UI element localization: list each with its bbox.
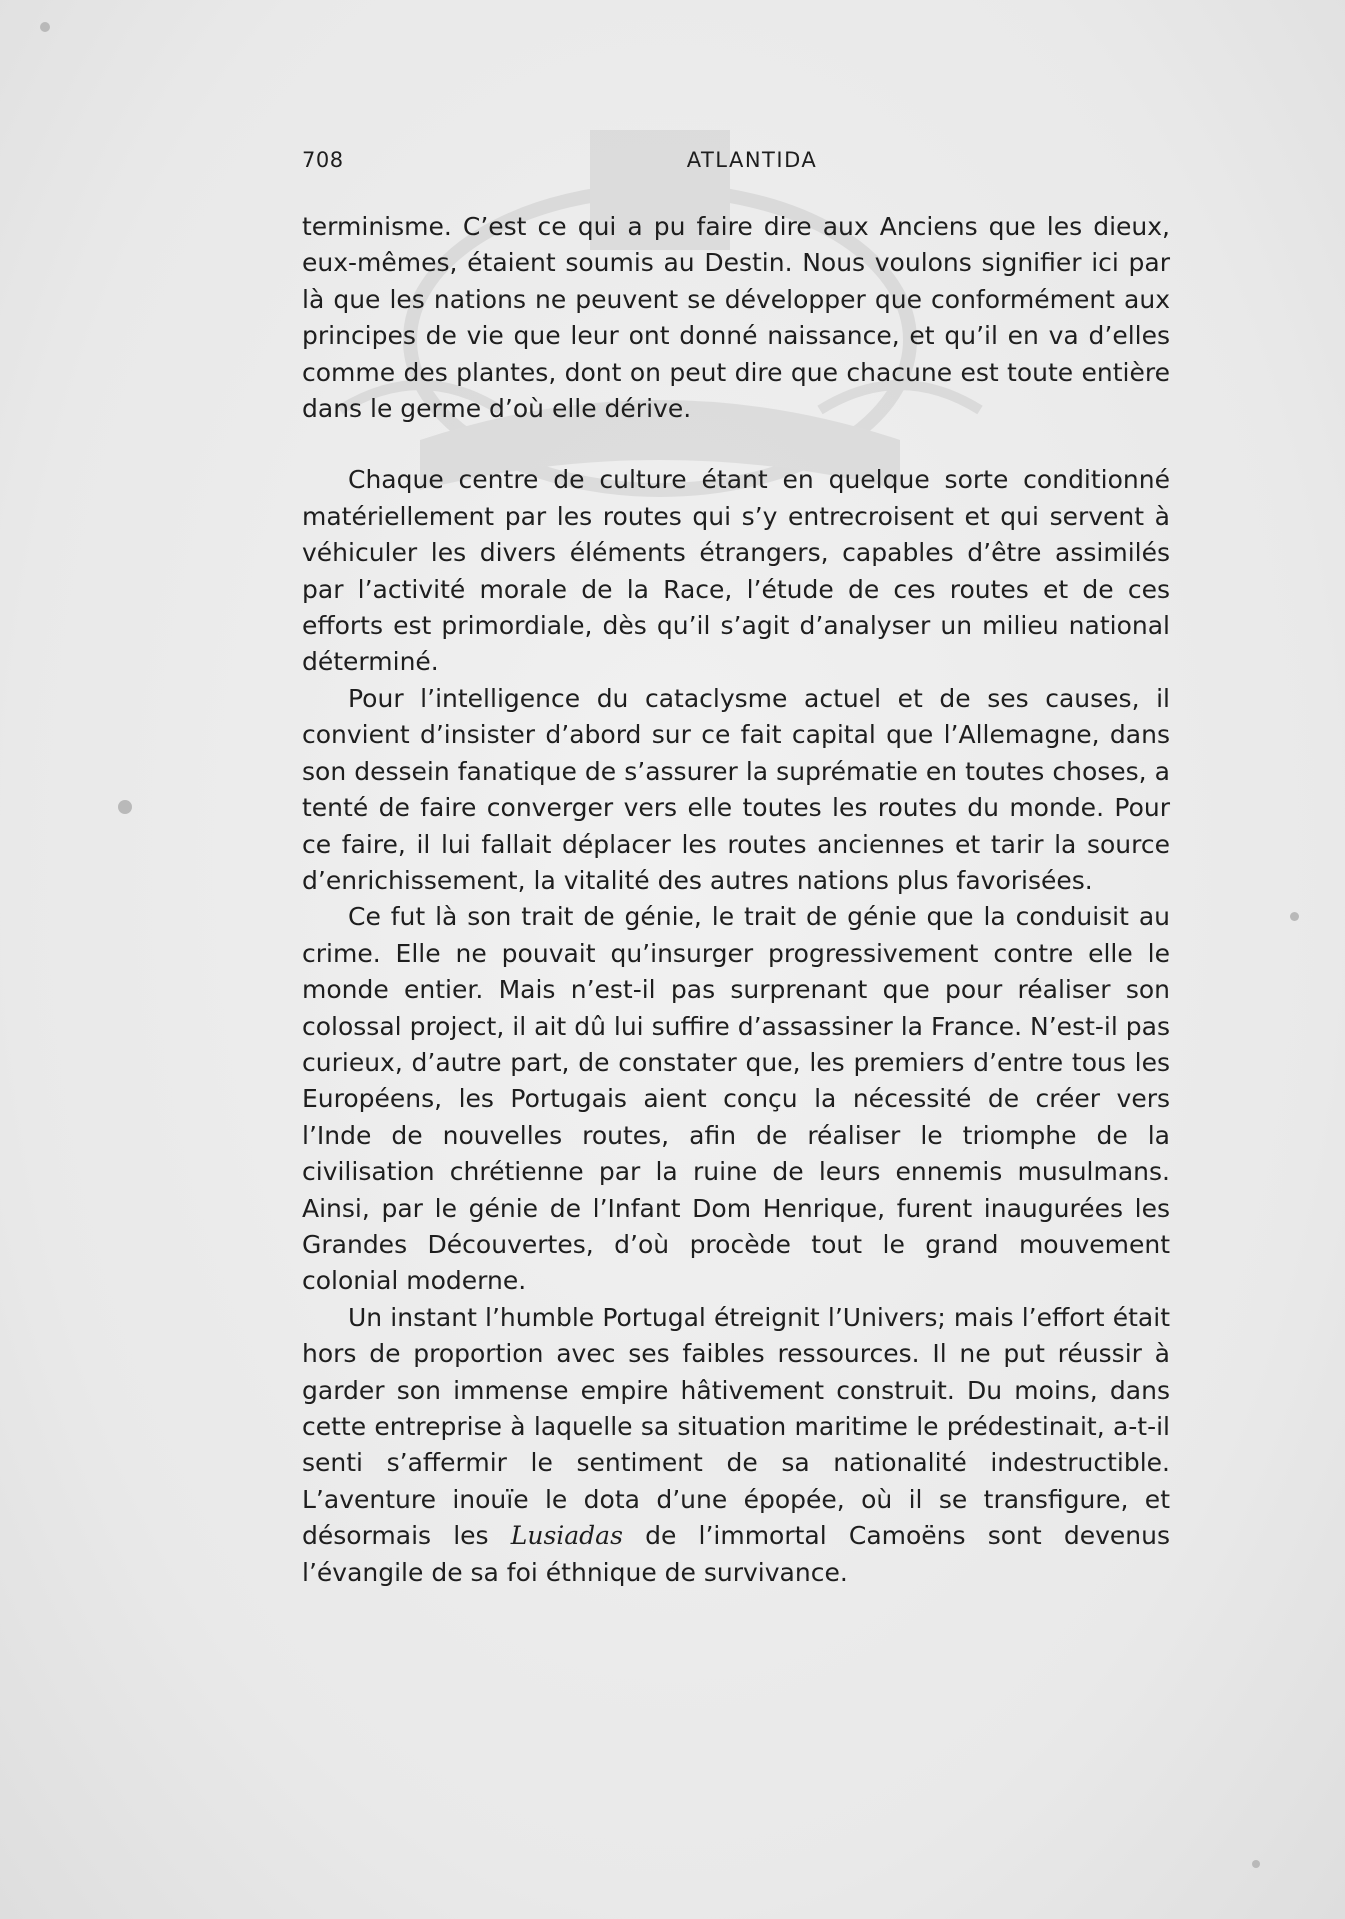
page-number: 708 bbox=[302, 148, 344, 172]
paragraph-2: Chaque centre de culture étant en quelque sorte conditionné matériellement par les routes qui s’y entrecroisent et qui servent à véhiculer les divers éléments étrangers, capables d’être assimilés par l’activité morale de la Race, l’étude de ces routes et de ces efforts est primordiale, dès qu’il s’agit d’analyser un milieu national déterminé. bbox=[302, 465, 1170, 677]
paper-speck bbox=[118, 800, 132, 814]
lusiadas-title: Lusiadas bbox=[510, 1521, 623, 1551]
page-header bbox=[302, 148, 1172, 178]
paragraph-5-text-after: de l’immortal Camoëns sont devenus l’évangile de sa foi éthnique de survivance. bbox=[302, 1521, 1170, 1587]
paper-speck bbox=[1290, 912, 1299, 921]
paragraph-3: Pour l’intelligence du cataclysme actuel et de ses causes, il convient d’insister d’abord sur ce fait capital que l’Allemagne, dans son dessein fanatique de s’assurer la suprématie en toutes choses, a tenté de faire converger vers elle toutes les routes du monde. Pour ce faire, il lui fallait déplacer les routes anciennes et tarir la source d’enrichissement, la vitalité des autres nations plus favorisées. bbox=[302, 683, 1170, 895]
paragraph-1: terminisme. C’est ce qui a pu faire dire aux Anciens que les dieux, eux-mêmes, étaient soumis au Destin. Nous voulons signifier ici par là que les nations ne peuvent se développer que conformément aux principes de vie que leur ont donné naissance, et qu’il en va d’elles comme des plantes, dont on peut dire que chacune est toute entière dans le germe d’où elle dérive. bbox=[302, 212, 1170, 424]
body-text bbox=[302, 209, 1170, 1591]
paper-speck bbox=[40, 22, 50, 32]
paragraph-5 bbox=[302, 1300, 1170, 1591]
running-title: ATLANTIDA bbox=[686, 148, 818, 172]
paper-speck bbox=[1252, 1860, 1260, 1868]
paragraph-5-text-before: Un instant l’humble Portugal étreignit l’Univers; mais l’effort était hors de proportion avec ses faibles ressources. Il ne put réussir à garder son immense empire hâtivement construit. Du moins, dans cette entreprise à laquelle sa situation maritime le prédestinait, a-t-il senti s’affermir le sentiment de sa nationalité indestructible. L’aventure inouïe le dota d’une épopée, où il se transfigure, et désormais les bbox=[302, 1302, 1170, 1551]
paragraph-4: Ce fut là son trait de génie, le trait de génie que la conduisit au crime. Elle ne pouvait qu’insurger progressivement contre elle le monde entier. Mais n’est-il pas surprenant que pour réaliser son colossal project, il ait dû lui suffire d’assassiner la France. N’est-il pas curieux, d’autre part, de constater que, les premiers d’entre tous les Européens, les Portugais aient conçu la nécessité de créer vers l’Inde de nouvelles routes, afin de réaliser le triomphe de la civilisation chrétienne par la ruine de leurs ennemis musulmans. Ainsi, par le génie de l’Infant Dom Henrique, furent inaugurées les Grandes Découvertes, d’où procède tout le grand mouvement colonial moderne. bbox=[302, 902, 1170, 1296]
